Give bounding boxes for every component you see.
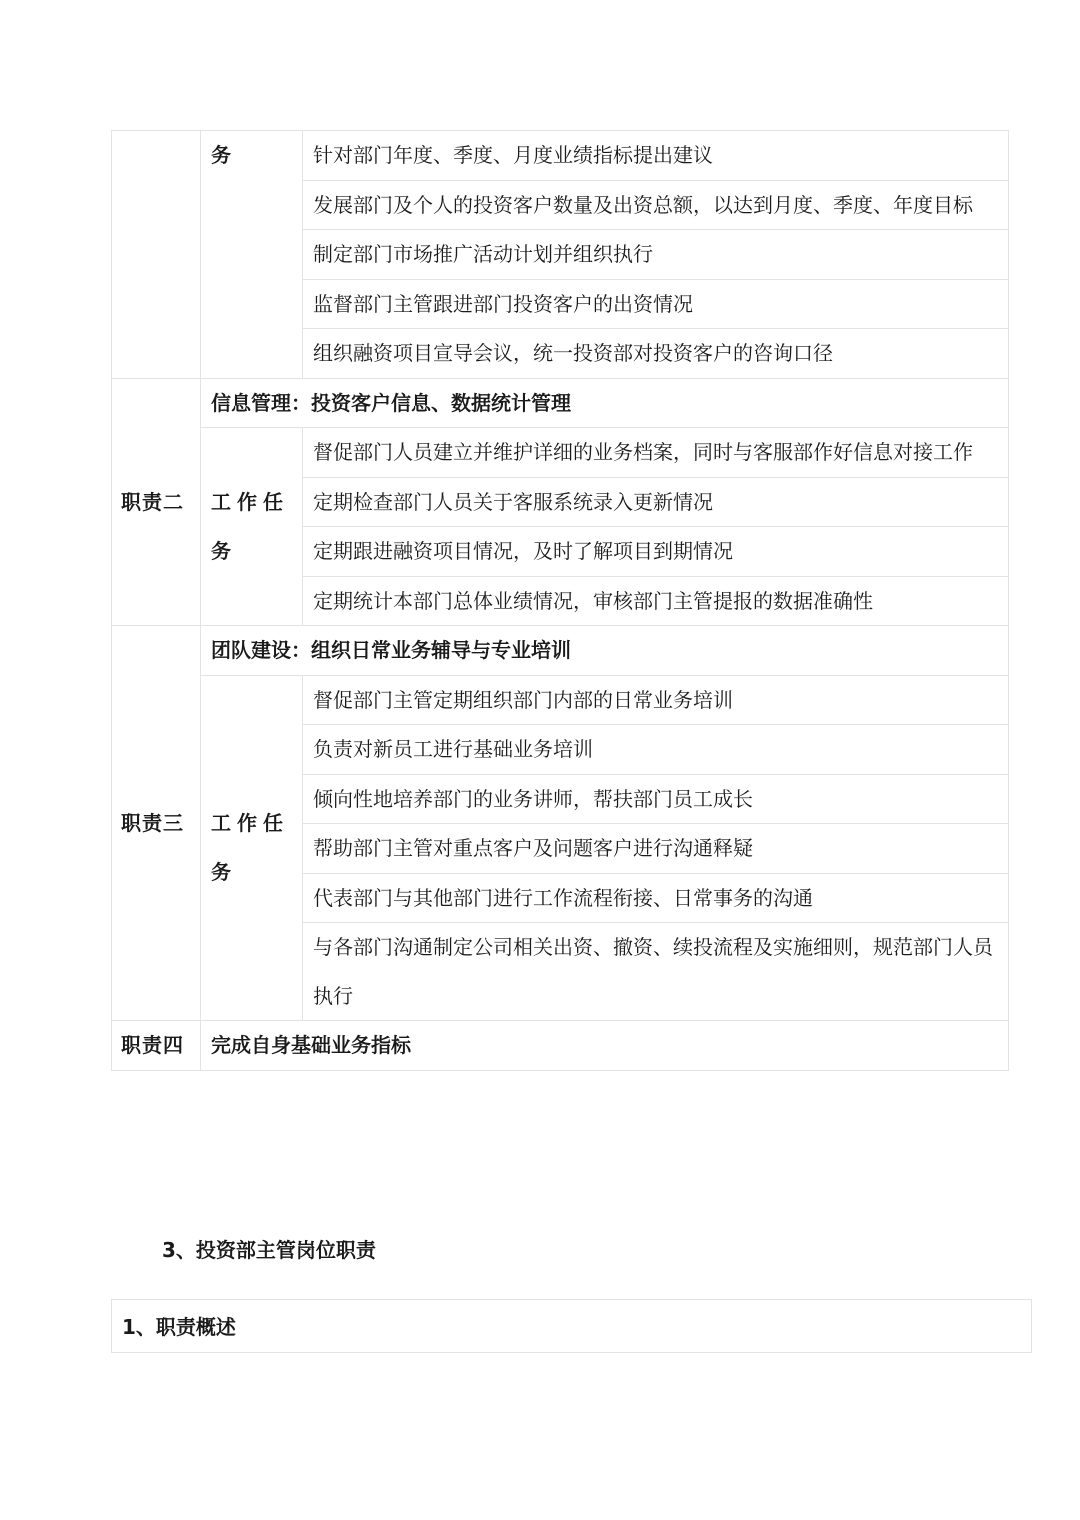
duty-label: 职责三 xyxy=(112,626,201,1021)
duty-heading: 信息管理：投资客户信息、数据统计管理 xyxy=(201,378,1009,428)
task-label-cell xyxy=(201,131,303,379)
duty-task-item: 针对部门年度、季度、月度业绩指标提出建议 xyxy=(303,131,1009,181)
duty-label: 职责二 xyxy=(112,378,201,626)
duty-table xyxy=(111,130,1009,1071)
duty-task-item: 发展部门及个人的投资客户数量及出资总额，以达到月度、季度、年度目标 xyxy=(303,180,1009,230)
overview-title: 1、职责概述 xyxy=(122,1315,236,1339)
overview-box xyxy=(111,1299,1032,1353)
duty-task-item: 督促部门主管定期组织部门内部的日常业务培训 xyxy=(303,675,1009,725)
duty-task-item: 组织融资项目宣导会议，统一投资部对投资客户的咨询口径 xyxy=(303,329,1009,379)
task-label-line1: 工作任 xyxy=(211,811,289,836)
task-label-line2: 务 xyxy=(211,859,231,884)
task-label-tail: 务 xyxy=(211,143,231,167)
duty-task-item: 定期跟进融资项目情况，及时了解项目到期情况 xyxy=(303,527,1009,577)
duty-task-item: 制定部门市场推广活动计划并组织执行 xyxy=(303,230,1009,280)
task-label-cell xyxy=(201,675,303,1021)
duty-label: 职责四 xyxy=(112,1021,201,1071)
duty-task-item: 监督部门主管跟进部门投资客户的出资情况 xyxy=(303,279,1009,329)
task-label-line2: 务 xyxy=(211,538,231,563)
duty-task-item: 与各部门沟通制定公司相关出资、撤资、续投流程及实施细则，规范部门人员执行 xyxy=(303,923,1009,1021)
duty-task-item: 督促部门人员建立并维护详细的业务档案，同时与客服部作好信息对接工作 xyxy=(303,428,1009,478)
table-row xyxy=(112,428,1009,478)
table-row xyxy=(112,131,1009,181)
duty-task-item: 负责对新员工进行基础业务培训 xyxy=(303,725,1009,775)
duty-task-item: 代表部门与其他部门进行工作流程衔接、日常事务的沟通 xyxy=(303,873,1009,923)
table-row xyxy=(112,378,1009,428)
duty-task-item: 定期统计本部门总体业绩情况，审核部门主管提报的数据准确性 xyxy=(303,576,1009,626)
table-row xyxy=(112,626,1009,676)
duty-heading: 团队建设：组织日常业务辅导与专业培训 xyxy=(201,626,1009,676)
section-heading: 3、投资部主管岗位职责 xyxy=(162,1238,376,1262)
task-label-line1: 工作任 xyxy=(211,490,289,514)
task-label-cell xyxy=(201,428,303,626)
table-row xyxy=(112,1021,1009,1071)
duty-task-item: 定期检查部门人员关于客服系统录入更新情况 xyxy=(303,477,1009,527)
duty-task-item: 倾向性地培养部门的业务讲师，帮扶部门员工成长 xyxy=(303,774,1009,824)
duty-task-item: 帮助部门主管对重点客户及问题客户进行沟通释疑 xyxy=(303,824,1009,874)
duty-content: 完成自身基础业务指标 xyxy=(201,1021,1009,1071)
table-row xyxy=(112,675,1009,725)
duty-label-empty xyxy=(112,131,201,379)
